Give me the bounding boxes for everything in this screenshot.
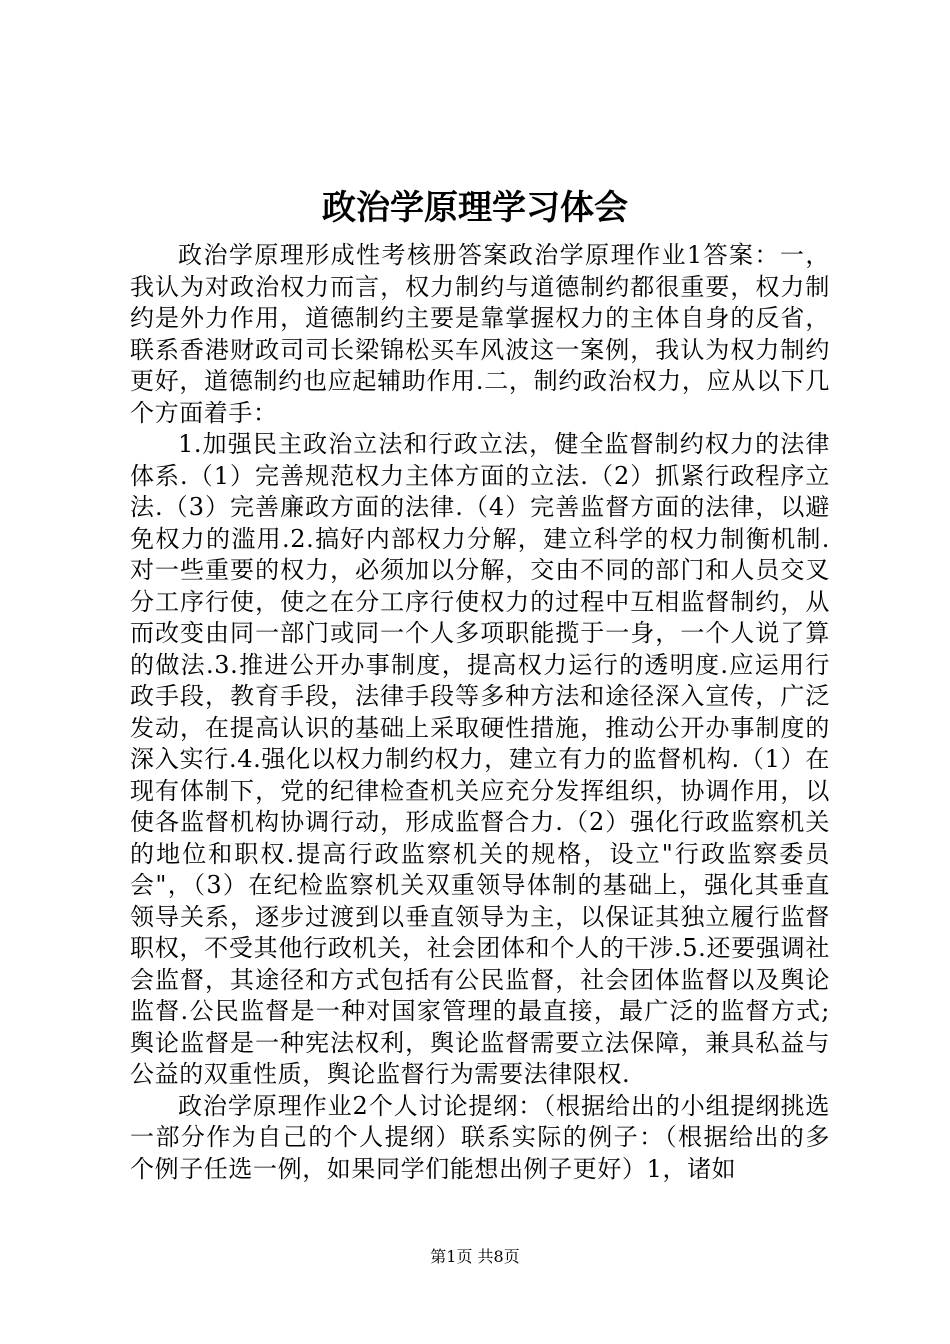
document-title: 政治学原理学习体会 <box>322 188 628 228</box>
paragraph-1: 政治学原理形成性考核册答案政治学原理作业1答案：一，我认为对政治权力而言，权力制约与道德制约都很重要，权力制约是外力作用，道德制约主要是靠掌握权力的主体自身的反省，联系香港财政司司长梁锦松买车风波这一案例，我认为权力制约更好，道德制约也应起辅助作用.二，制约政治权力，应从以下几个方面着手： <box>130 241 830 427</box>
paragraph-3: 政治学原理作业2个人讨论提纲：（根据给出的小组提纲挑选一部分作为自己的个人提纲）联系实际的例子：（根据给出的多个例子任选一例，如果同学们能想出例子更好）1，诸如 <box>130 1091 830 1183</box>
paragraph-2: 1.加强民主政治立法和行政立法，健全监督制约权力的法律体系.（1）完善规范权力主体方面的立法.（2）抓紧行政程序立法.（3）完善廉政方面的法律.（4）完善监督方面的法律，以避免权力的滥用.2.搞好内部权力分解，建立科学的权力制衡机制.对一些重要的权力，必须加以分解，交由不同的部门和人员交叉分工序行使，使之在分工序行使权力的过程中互相监督制约，从而改变由同一部门或同一个人多项职能揽于一身，一个人说了算的做法.3.推进公开办事制度，提高权力运行的透明度.应运用行政手段，教育手段，法律手段等多种方法和途径深入宣传，广泛发动，在提高认识的基础上采取硬性措施，推动公开办事制度的深入实行.4.强化以权力制约权力，建立有力的监督机构.（1）在现有体制下，党的纪律检查机关应充分发挥组织，协调作用，以使各监督机构协调行动，形成监督合力.（2）强化行政监察机关的地位和职权.提高行政监察机关的规格，设立"行政监察委员会"，（3）在纪检监察机关双重领导体制的基础上，强化其垂直领导关系，逐步过渡到以垂直领导为主，以保证其独立履行监督职权，不受其他行政机关，社会团体和个人的干涉.5.还要强调社会监督，其途径和方式包括有公民监督，社会团体监督以及舆论监督.公民监督是一种对国家管理的最直接，最广泛的监督方式;舆论监督是一种宪法权利，舆论监督需要立法保障，兼具私益与公益的双重性质，舆论监督行为需要法律限权. <box>130 430 830 1088</box>
page-number-footer: 第1页 共8页 <box>430 1247 520 1266</box>
document-body <box>130 240 830 1185</box>
